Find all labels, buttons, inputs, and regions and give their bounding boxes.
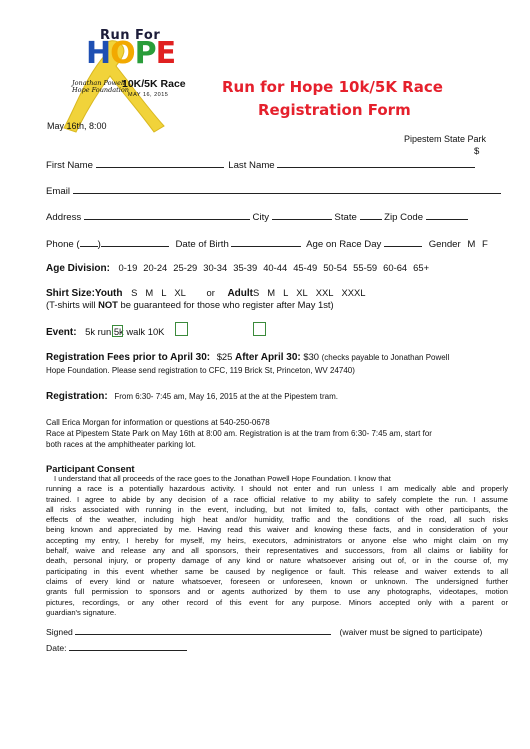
signature-note: (waiver must be signed to participate) <box>339 627 483 637</box>
age-division-label: Age Division: <box>46 263 110 274</box>
consent-line: being known and appreciated by me. Having read this waiver and knowing these facts, and in consideration of your <box>46 525 508 535</box>
info-line-1: Call Erica Morgan for information or questions at 540-250-0678 <box>46 418 270 427</box>
youth-size-option-m[interactable]: M <box>145 287 154 298</box>
age-label: Age on Race Day <box>306 239 382 250</box>
consent-line: running a race is a potentially hazardous activity. I should not enter and run unless I am medically able and properly <box>46 484 508 494</box>
logo-hope-p: P <box>134 36 156 71</box>
shirt-note-post: be guaranteed for those who register after May 1st) <box>117 299 334 310</box>
location: Pipestem State Park <box>404 134 487 144</box>
event-5k-walk-box-label: 5k <box>113 326 124 337</box>
email-label: Email <box>46 186 70 197</box>
logo <box>44 26 194 134</box>
event-5k-run: 5k run <box>85 326 112 337</box>
phone-label: Phone ( <box>46 239 80 250</box>
email-row <box>46 183 501 197</box>
logo-date: MAY 16, 2015 <box>128 92 169 98</box>
signature-row <box>46 624 482 637</box>
age-division-option-45-49[interactable]: 45-49 <box>293 262 318 273</box>
phone-close-paren: ) <box>97 239 101 250</box>
first-name-label: First Name <box>46 160 93 171</box>
date-field[interactable] <box>69 640 187 651</box>
fees-after-label: After April 30: <box>234 352 301 363</box>
adult-size-option-xxxl[interactable]: XXXL <box>341 287 366 298</box>
shirt-note-not: NOT <box>98 299 118 310</box>
event-5k-walk-checkbox[interactable] <box>175 322 188 336</box>
age-field[interactable] <box>384 236 422 247</box>
gender-m-option[interactable]: M <box>467 239 476 250</box>
consent-line: guardian's signature. <box>46 607 117 617</box>
event-walk: walk <box>126 326 146 337</box>
date-row <box>46 640 187 653</box>
logo-hope <box>86 36 175 71</box>
dollar-sign: $ <box>474 146 480 157</box>
adult-size-options <box>253 287 373 298</box>
youth-label: Youth <box>94 288 123 299</box>
event-date-time: May 16th, 8:00 <box>47 121 107 131</box>
logo-foundation-line-2: Hope Foundation <box>72 86 129 94</box>
age-division-option-35-39[interactable]: 35-39 <box>233 262 258 273</box>
consent-line: pictures, recordings, or any other record of this event for any purpose. Minors accepted only with a parent or <box>46 597 508 607</box>
fees-checks-note: (checks payable to Jonathan Powell <box>321 353 450 362</box>
logo-race: 10K/5K Race <box>122 78 186 90</box>
last-name-label: Last Name <box>228 160 275 171</box>
registration-label: Registration: <box>46 391 108 402</box>
fees-row <box>46 351 449 363</box>
signature-field[interactable] <box>75 624 331 635</box>
youth-size-option-l[interactable]: L <box>161 287 167 298</box>
consent-line: I understand that all proceeds of the race goes to the Jonathan Powell Hope Foundation. I know that <box>54 474 391 483</box>
consent-line: claims of every kind or nature whatsoever, foreseen or unforeseen, known or unknown. The undersigned further <box>46 576 508 586</box>
adult-size-option-m[interactable]: M <box>267 287 276 298</box>
youth-size-option-s[interactable]: S <box>131 287 138 298</box>
last-name-field[interactable] <box>277 157 475 168</box>
consent-body <box>46 474 508 618</box>
consent-line: behalf, waive and release any and all sponsors, their representatives and successors, from all claims or liability for <box>46 546 508 556</box>
age-division-option-0-19[interactable]: 0-19 <box>118 262 138 273</box>
event-10k: 10K <box>147 326 165 337</box>
age-division-option-40-44[interactable]: 40-44 <box>263 262 288 273</box>
adult-size-option-l[interactable]: L <box>283 287 289 298</box>
phone-field[interactable] <box>101 236 169 247</box>
event-row <box>46 326 164 338</box>
email-field[interactable] <box>73 183 501 194</box>
logo-hope-h: H <box>86 36 111 71</box>
gender-label: Gender <box>428 239 461 250</box>
city-label: City <box>252 212 270 223</box>
event-10k-checkbox[interactable] <box>253 322 266 336</box>
age-division-option-25-29[interactable]: 25-29 <box>173 262 198 273</box>
event-label: Event: <box>46 327 77 338</box>
dob-field[interactable] <box>231 236 301 247</box>
info-line-3: both races at the amphitheater parking lot. <box>46 440 196 449</box>
age-division-option-30-34[interactable]: 30-34 <box>203 262 228 273</box>
consent-line: effects of the weather, including high heat and/or humidity, traffic and the conditions of the road, all such risks <box>46 515 508 525</box>
adult-size-option-xl[interactable]: XL <box>296 287 308 298</box>
fees-late-price: $30 <box>303 351 320 362</box>
shirt-note-pre: (T-shirts will <box>46 299 99 310</box>
age-division-option-60-64[interactable]: 60-64 <box>383 262 408 273</box>
consent-line: death, personal injury, or property damage of any kind or nature whatsoever arising out of, or in the course of, my <box>46 556 508 566</box>
consent-heading: Participant Consent <box>46 463 135 474</box>
logo-foundation-line-1: Jonathan Powell <box>72 79 126 87</box>
age-division-option-65plus[interactable]: 65+ <box>413 262 430 273</box>
area-code-field[interactable] <box>80 236 98 247</box>
zip-field[interactable] <box>426 209 468 220</box>
adult-label: Adult <box>227 288 253 299</box>
info-line-2: Race at Pipestem State Park on May 16th at 8:00 am. Registration is at the tram from 6:30- 7:45 am, start for <box>46 429 432 438</box>
shirt-size-row <box>46 287 373 299</box>
state-field[interactable] <box>360 209 382 220</box>
youth-size-options <box>131 287 194 298</box>
consent-line: all risks associated with running in the event, including, but not limited to, falls, contact with other participants, the <box>46 504 508 514</box>
fees-early-price: $25 <box>216 351 233 362</box>
address-label: Address <box>46 212 82 223</box>
dob-label: Date of Birth <box>175 239 229 250</box>
shirt-size-label: Shirt Size: <box>46 288 95 299</box>
event-5k-run-checkbox[interactable] <box>112 325 123 337</box>
consent-line: grants full permission to sponsors and or agents authorized by them to use any photographs, videotapes, motion <box>46 587 508 597</box>
registration-text: From 6:30- 7:45 am, May 16, 2015 at the at the Pipestem tram. <box>114 392 339 401</box>
consent-line: accepting my entry, I hereby for myself, my heirs, executors, administrators or anyone else who might claim on my <box>46 535 508 545</box>
age-division-options <box>119 262 436 273</box>
state-label: State <box>334 212 357 223</box>
zip-label: Zip Code <box>384 212 424 223</box>
age-division-row <box>46 262 435 274</box>
signed-label: Signed <box>46 627 73 637</box>
fees-line-2: Hope Foundation. Please send registration to CFC, 119 Brick St, Princeton, WV 24740) <box>46 366 355 375</box>
shirt-note <box>46 299 334 310</box>
age-division-option-50-54[interactable]: 50-54 <box>323 262 348 273</box>
youth-size-option-xl[interactable]: XL <box>174 287 186 298</box>
or-label: or <box>206 287 215 298</box>
age-division-option-55-59[interactable]: 55-59 <box>353 262 378 273</box>
consent-line: trained. I agree to abide by any decision of a race official relative to my ability to safely complete the run. I assume <box>46 494 508 504</box>
page-title-line-2: Registration Form <box>258 101 411 119</box>
page-title-line-1: Run for Hope 10k/5K Race <box>222 78 443 96</box>
logo-run-for: Run For <box>100 28 161 43</box>
phone-row <box>46 236 488 250</box>
adult-size-option-s[interactable]: S <box>252 287 260 298</box>
first-name-field[interactable] <box>96 157 224 168</box>
adult-size-option-xxl[interactable]: XXL <box>315 287 334 298</box>
logo-foundation <box>72 80 129 94</box>
gender-f-option[interactable]: F <box>482 239 488 250</box>
name-row <box>46 157 475 171</box>
city-field[interactable] <box>272 209 332 220</box>
logo-hope-o: O <box>110 36 135 71</box>
registration-row <box>46 391 338 402</box>
date-label: Date: <box>46 643 67 653</box>
age-division-option-20-24[interactable]: 20-24 <box>143 262 168 273</box>
address-field[interactable] <box>84 209 250 220</box>
consent-line: participating in this event whether same be caused by negligence or fault. This release and waiver extends to all <box>46 566 508 576</box>
fees-label: Registration Fees prior to April 30: <box>46 352 211 363</box>
address-row <box>46 209 468 223</box>
logo-hope-e: E <box>155 36 176 71</box>
